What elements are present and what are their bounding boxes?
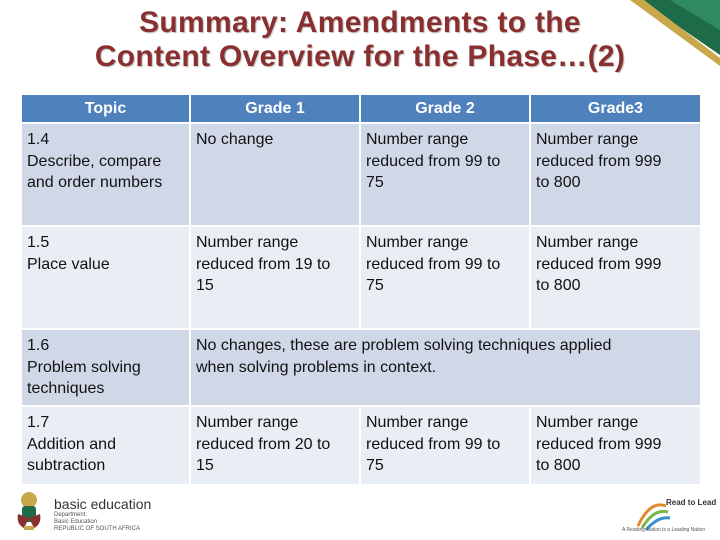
title-line-1: Summary: Amendments to the <box>139 6 581 39</box>
read-to-lead-brand: Read to Lead <box>666 498 717 507</box>
table-header-row <box>22 95 700 122</box>
grade-3-cell: Number range reduced from 999 to 800 <box>531 124 700 225</box>
grade-2-cell: Number range reduced from 99 to 75 <box>361 407 529 484</box>
grade-1-cell: Number range reduced from 20 to 15 <box>191 407 359 484</box>
grade-2-cell: Number range reduced from 99 to 75 <box>361 227 529 328</box>
table-row <box>22 330 700 405</box>
basic-education-subtext: Department: Basic Education REPUBLIC OF SOUTH AFRICA <box>54 512 141 532</box>
topic-cell: 1.7 Addition and subtraction <box>22 407 189 484</box>
title-line-2: Content Overview for the Phase…(2) <box>94 40 626 73</box>
table-row <box>22 227 700 328</box>
merged-note-cell: No changes, these are problem solving techniques applied when solving problems in context. <box>191 330 700 405</box>
topic-cell: 1.5 Place value <box>22 227 189 328</box>
topic-cell: 1.4 Describe, compare and order numbers <box>22 124 189 225</box>
coat-of-arms-icon <box>14 488 44 532</box>
header-grade-3: Grade3 <box>531 95 700 122</box>
amendments-table <box>20 93 702 486</box>
read-to-lead-tagline: A Reading Nation is a Leading Nation <box>622 527 706 533</box>
grade-3-cell: Number range reduced from 999 to 800 <box>531 227 700 328</box>
slide-title <box>0 6 720 74</box>
grade-1-cell: Number range reduced from 19 to 15 <box>191 227 359 328</box>
grade-2-cell: Number range reduced from 99 to 75 <box>361 124 529 225</box>
header-topic: Topic <box>22 95 189 122</box>
table-row <box>22 407 700 484</box>
header-grade-2: Grade 2 <box>361 95 529 122</box>
grade-3-cell: Number range reduced from 999 to 800 <box>531 407 700 484</box>
topic-cell: 1.6 Problem solving techniques <box>22 330 189 405</box>
table-row <box>22 124 700 225</box>
basic-education-brand: basic education <box>54 496 152 512</box>
grade-1-cell: No change <box>191 124 359 225</box>
header-grade-1: Grade 1 <box>191 95 359 122</box>
